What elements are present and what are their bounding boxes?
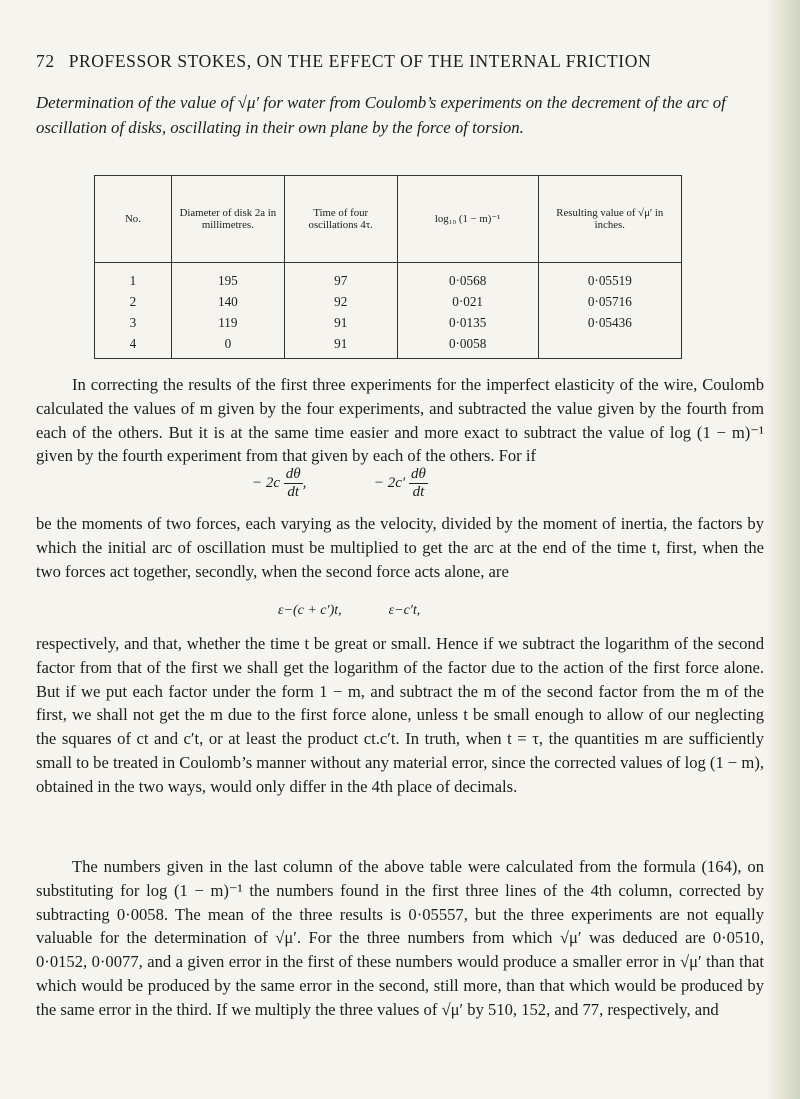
fraction-denominator: dt bbox=[412, 484, 425, 500]
table-row bbox=[95, 312, 682, 333]
page-edge-shading bbox=[766, 0, 800, 1099]
cell: 0 bbox=[171, 333, 284, 359]
cell: 1 bbox=[95, 263, 172, 292]
cell: 0·0058 bbox=[397, 333, 538, 359]
fraction-numerator: dθ bbox=[285, 466, 301, 482]
cell: 0·05436 bbox=[538, 312, 681, 333]
formula-factor-1: ε−(c + c′)t, bbox=[278, 603, 342, 618]
col-header-log: log₁₀ (1 − m)⁻¹ bbox=[397, 176, 538, 263]
paragraph-4: The numbers given in the last column of the above table were calculated from the formula (164), on substituting for log (1 − m)⁻¹ the numbers found in the first three lines of the 4th column, corrected by subtracting 0·0058. The mean of the three results is 0·05557, but the three experiments are not equally valuable for the determination of √μ′. For the three numbers from which √μ′ was deduced are 0·0510, 0·0152, 0·0077, and a given error in the first of these numbers would produce a smaller error in √μ′ than that which would be produced by the same error in the second, still more, than that which would be produced by the same error in the third. If we multiply the three values of √μ′ by 510, 152, and 77, respectively, and bbox=[36, 857, 764, 1019]
cell: 91 bbox=[284, 312, 397, 333]
cell: 4 bbox=[95, 333, 172, 359]
cell: 92 bbox=[284, 291, 397, 312]
data-table bbox=[94, 175, 682, 359]
formula-left-fraction bbox=[284, 466, 303, 501]
paragraph-2: be the moments of two forces, each varying as the velocity, divided by the moment of inertia, the factors by which the initial arc of oscillation must be multiplied to get the arc at the end of the time t, first, when the two forces act together, secondly, when the second force acts alone, are bbox=[36, 514, 764, 581]
fraction-denominator: dt bbox=[287, 484, 300, 500]
paragraph-1: In correcting the results of the first three experiments for the imperfect elasticity of the wire, Coulomb calculated the values of m given by the four experiments, and subtracted the value given by the fourth from each of the others. But it is at the same time easier and more exact to subtract the value of log (1 − m)⁻¹ given by the fourth experiment from that given by each of the others. For if bbox=[36, 375, 764, 466]
col-header-result: Resulting value of √μ′ in inches. bbox=[538, 176, 681, 263]
table-row bbox=[95, 263, 682, 292]
cell: 97 bbox=[284, 263, 397, 292]
running-header bbox=[36, 51, 766, 72]
col-header-time: Time of four oscillations 4τ. bbox=[284, 176, 397, 263]
table-row bbox=[95, 333, 682, 359]
formula-right-fraction bbox=[409, 466, 428, 501]
cell: 91 bbox=[284, 333, 397, 359]
cell: 140 bbox=[171, 291, 284, 312]
formula-moments: − 2c $\frac{d\theta}{dt}$ , − 2c′ $\frac{d\theta}{dt}$ bbox=[252, 466, 426, 500]
cell: 0·0135 bbox=[397, 312, 538, 333]
formula-factors bbox=[278, 603, 420, 619]
cell: 0·05519 bbox=[538, 263, 681, 292]
cell bbox=[538, 333, 681, 359]
cell: 2 bbox=[95, 291, 172, 312]
formula-left-prefix: − 2c bbox=[252, 474, 281, 491]
paragraph-3: respectively, and that, whether the time t be great or small. Hence if we subtract the logarithm of the second factor from that of the first we shall get the logarithm of the factor due to the action of the first force alone. But if we put each factor under the form 1 − m, and subtract the m of the second factor from the m of the first, we shall not get the m due to the first force alone, unless t be small enough to allow of our neglecting the squares of ct and c′t, or at least the product ct.c′t. In truth, when t = τ, the quantities m are sufficiently small to be treated in Coulomb’s manner without any material error, since the corrected values of log (1 − m), obtained in the two ways, would only differ in the 4th place of decimals. bbox=[36, 634, 764, 796]
col-header-diameter: Diameter of disk 2a in millimetres. bbox=[171, 176, 284, 263]
formula-right-prefix: − 2c′ bbox=[373, 474, 406, 491]
col-header-no: No. bbox=[95, 176, 172, 263]
table-row bbox=[95, 291, 682, 312]
table-caption: Determination of the value of √μ′ for water from Coulomb’s experiments on the decrement of the arc of oscillation of disks, oscillating in their own plane by the force of torsion. bbox=[36, 93, 726, 137]
formula-factor-2: ε−c′t, bbox=[388, 603, 421, 618]
cell: 0·05716 bbox=[538, 291, 681, 312]
fraction-numerator: dθ bbox=[410, 466, 426, 482]
cell: 0·0568 bbox=[397, 263, 538, 292]
cell: 3 bbox=[95, 312, 172, 333]
table-header-row bbox=[95, 176, 682, 263]
cell: 0·021 bbox=[397, 291, 538, 312]
running-title: PROFESSOR STOKES, ON THE EFFECT OF THE INTERNAL FRICTION bbox=[68, 51, 652, 71]
cell: 119 bbox=[171, 312, 284, 333]
cell: 195 bbox=[171, 263, 284, 292]
page-number: 72 bbox=[36, 51, 55, 71]
